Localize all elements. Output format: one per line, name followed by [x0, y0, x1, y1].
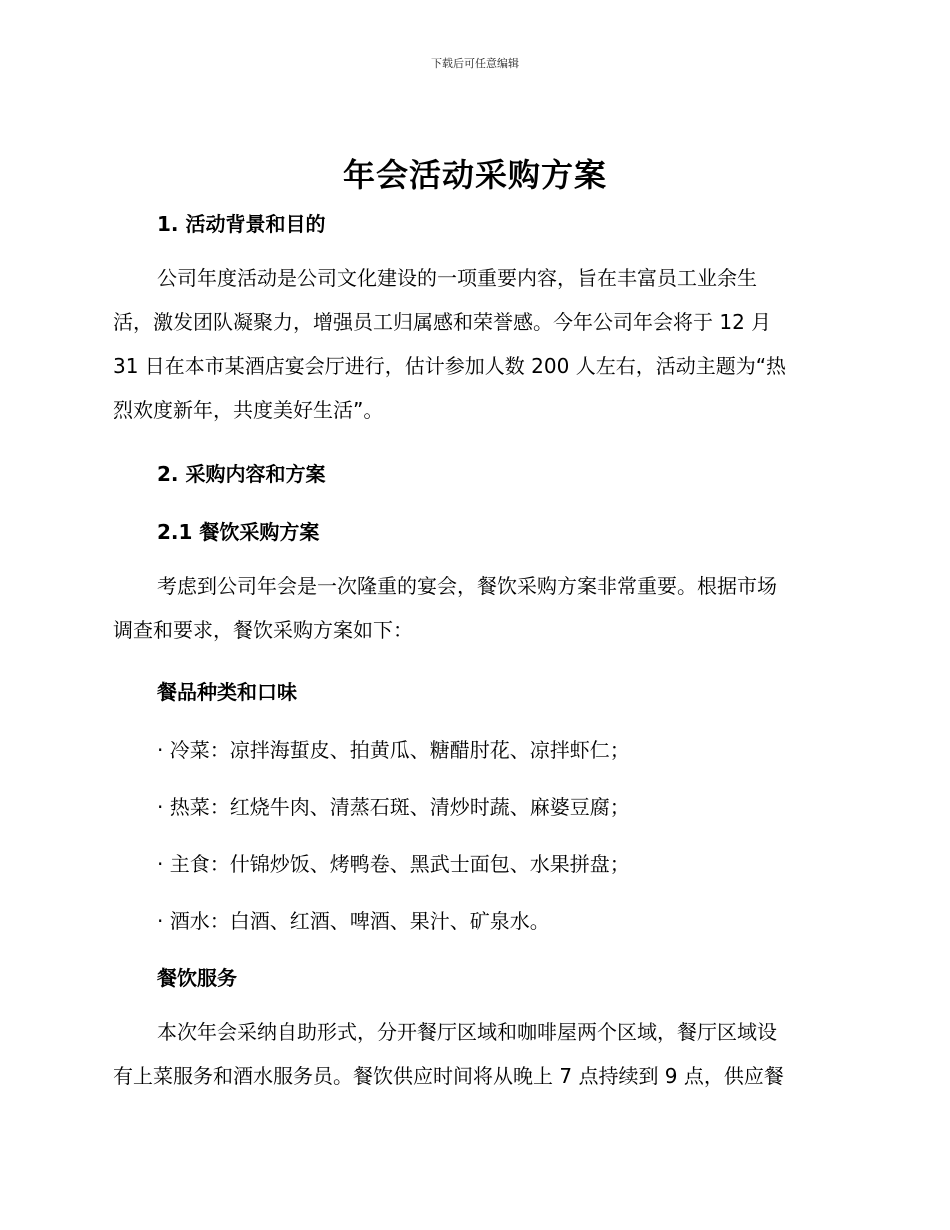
section-1-paragraph	[113, 256, 843, 432]
paragraph-line: 公司年度活动是公司文化建设的一项重要内容，旨在丰富员工业余生	[157, 266, 757, 290]
food-item-hot-dishes: · 热菜：红烧牛肉、清蒸石斑、清炒时蔬、麻婆豆腐；	[157, 795, 630, 819]
food-types-heading: 餐品种类和口味	[157, 680, 297, 704]
section-1-heading: 1. 活动背景和目的	[157, 212, 326, 236]
paragraph-line: 考虑到公司年会是一次隆重的宴会，餐饮采购方案非常重要。根据市场	[157, 574, 777, 598]
food-item-drinks: · 酒水：白酒、红酒、啤酒、果汁、矿泉水。	[157, 909, 550, 933]
paragraph-line: 调查和要求，餐饮采购方案如下：	[113, 618, 413, 642]
section-2-heading: 2. 采购内容和方案	[157, 462, 326, 486]
paragraph-line: 活，激发团队凝聚力，增强员工归属感和荣誉感。今年公司年会将于 12 月	[113, 310, 772, 334]
food-item-staples: · 主食：什锦炒饭、烤鸭卷、黑武士面包、水果拼盘；	[157, 852, 630, 876]
paragraph-line: 本次年会采纳自助形式，分开餐厅区域和咖啡屋两个区域，餐厅区域设	[157, 1020, 777, 1044]
paragraph-line: 烈欢度新年，共度美好生活”。	[113, 398, 384, 422]
catering-service-paragraph	[113, 1010, 843, 1098]
section-2-1-paragraph	[113, 564, 843, 652]
section-2-1-heading: 2.1 餐饮采购方案	[157, 520, 320, 544]
paragraph-line: 31 日在本市某酒店宴会厅进行，估计参加人数 200 人左右，活动主题为“热	[113, 354, 787, 378]
document-title: 年会活动采购方案	[342, 156, 607, 194]
page-header-note: 下载后可任意编辑	[431, 57, 519, 70]
food-item-cold-dishes: · 冷菜：凉拌海蜇皮、拍黄瓜、糖醋肘花、凉拌虾仁；	[157, 738, 630, 762]
catering-service-heading: 餐饮服务	[157, 966, 237, 990]
paragraph-line: 有上菜服务和酒水服务员。餐饮供应时间将从晚上 7 点持续到 9 点，供应餐	[113, 1064, 784, 1088]
